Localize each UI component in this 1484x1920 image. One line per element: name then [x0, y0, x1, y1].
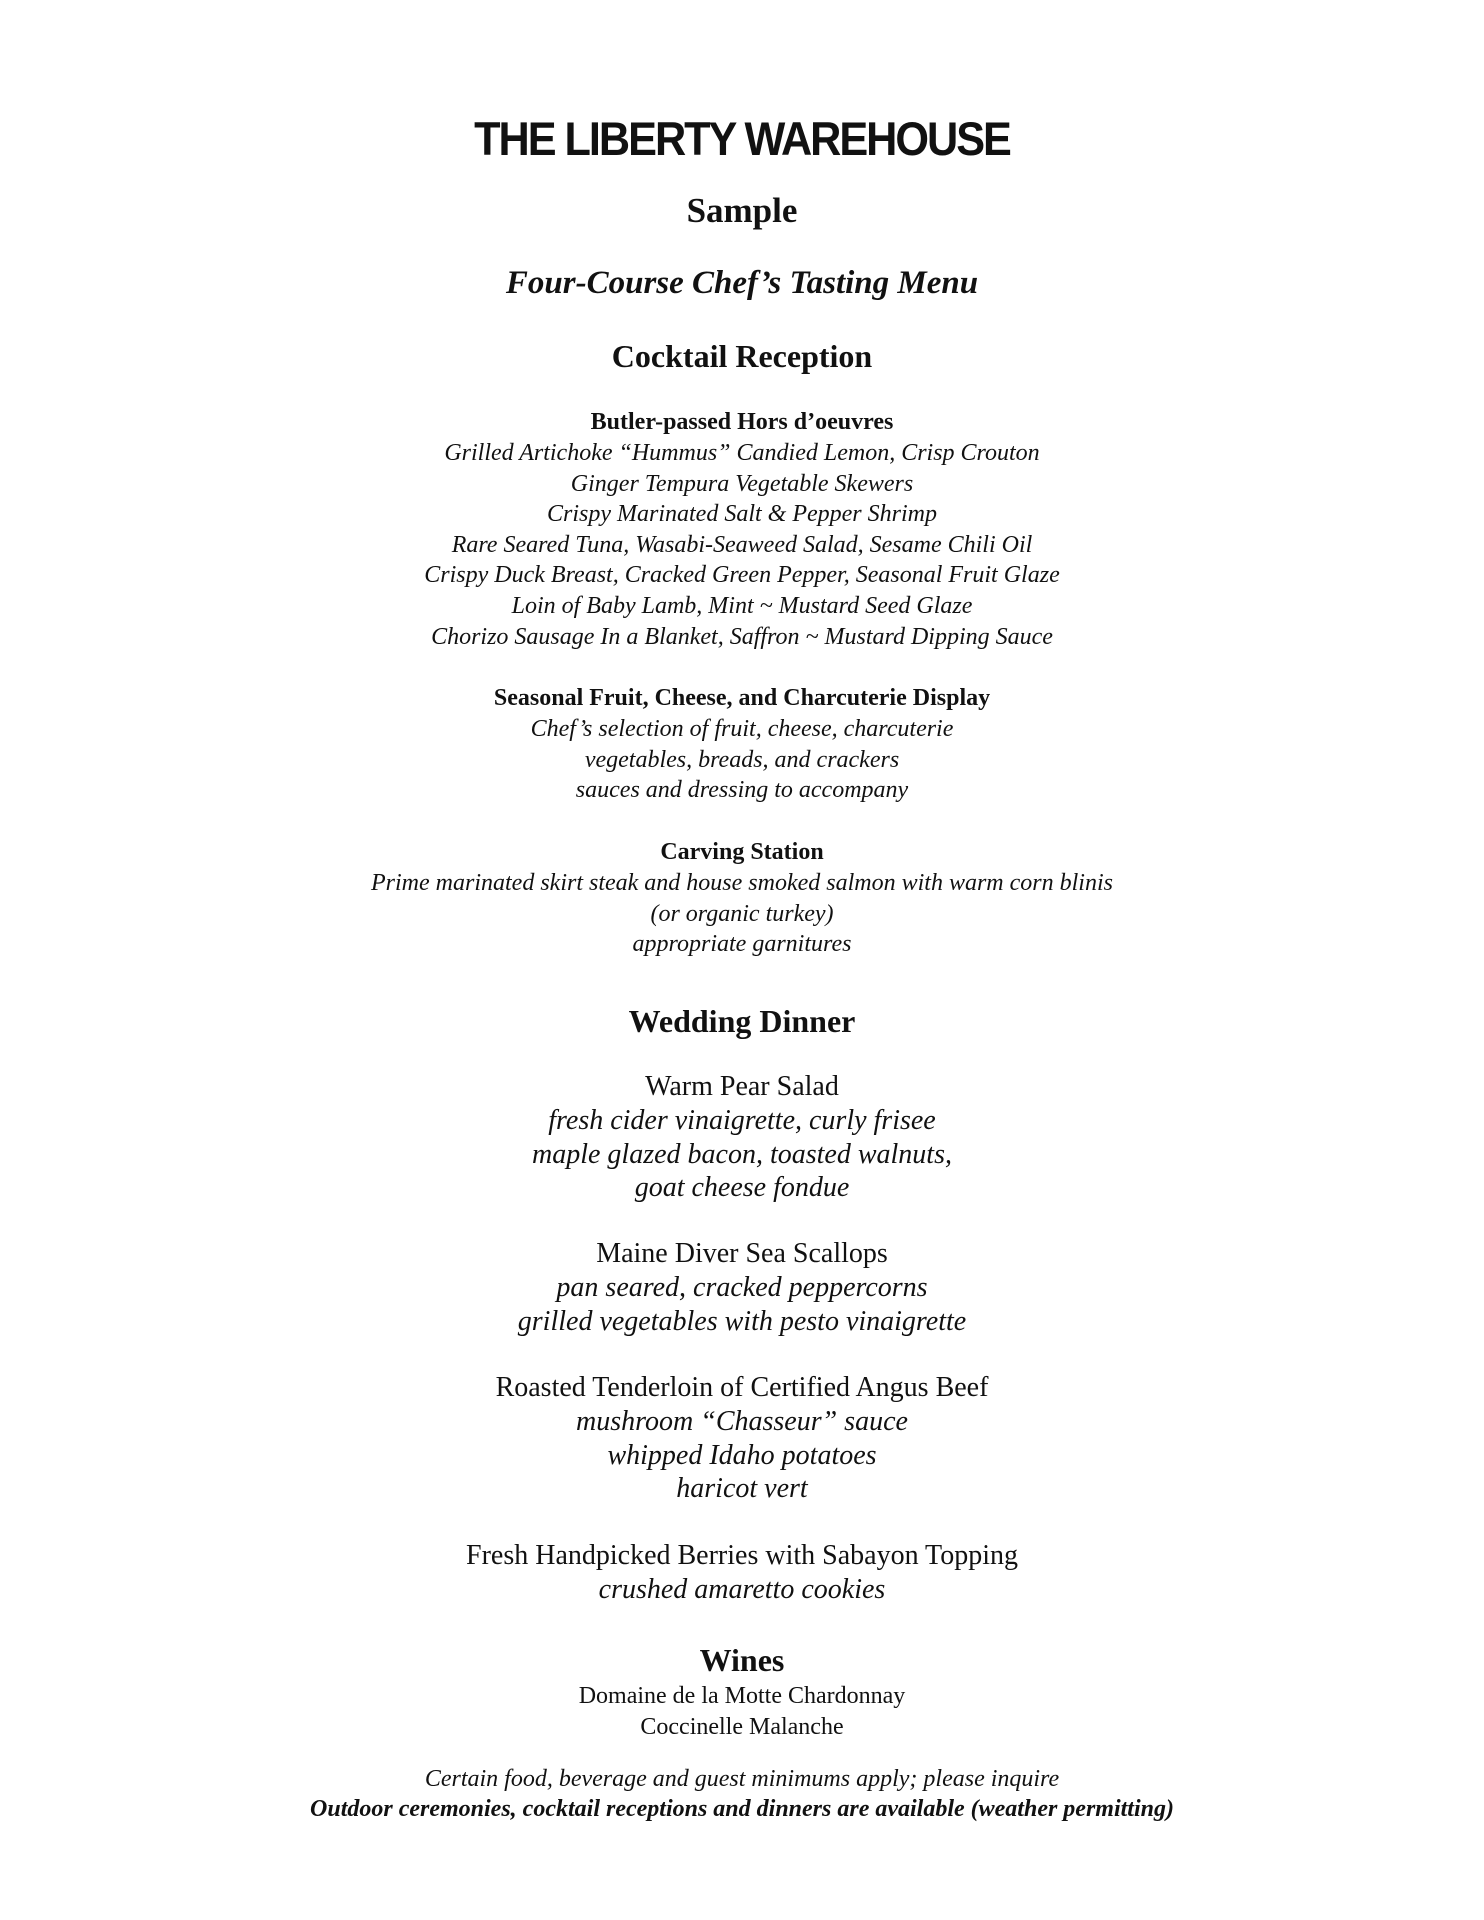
wines-list — [0, 1681, 1484, 1743]
course-name: Fresh Handpicked Berries with Sabayon Topping — [466, 1540, 1018, 1571]
course-detail: pan seared, cracked peppercorns — [556, 1272, 928, 1303]
section-title-wines: Wines — [699, 1642, 785, 1678]
menu-item: Chorizo Sausage In a Blanket, Saffron ~ Mustard Dipping Sauce — [431, 623, 1053, 650]
carving-station-group — [0, 837, 1484, 960]
course-detail: crushed amaretto cookies — [598, 1574, 886, 1605]
course-detail: maple glazed bacon, toasted walnuts, — [532, 1138, 952, 1170]
course-detail: grilled vegetables with pesto vinaigrette — [517, 1305, 967, 1337]
page-heading: Sample — [686, 191, 798, 230]
hors-doeuvres-group — [0, 407, 1484, 652]
menu-item: Loin of Baby Lamb, Mint ~ Mustard Seed Glaze — [511, 592, 973, 619]
course — [0, 1371, 1484, 1506]
wine-item: Domaine de la Motte Chardonnay — [578, 1683, 906, 1709]
course-detail: mushroom “Chasseur” sauce — [576, 1406, 908, 1437]
menu-item: Ginger Tempura Vegetable Skewers — [570, 470, 914, 497]
course-name: Maine Diver Sea Scallops — [596, 1238, 888, 1269]
menu-item: Prime marinated skirt steak and house smoked salmon with warm corn blinis — [371, 870, 1113, 896]
display-group — [0, 683, 1484, 806]
footer-availability-note: Outdoor ceremonies, cocktail receptions and dinners are available (weather permitting) — [310, 1796, 1174, 1822]
course-detail: fresh cider vinaigrette, curly frisee — [548, 1105, 936, 1136]
menu-item: vegetables, breads, and crackers — [584, 746, 900, 773]
menu-item: Chef’s selection of fruit, cheese, charcuterie — [530, 716, 954, 742]
course — [0, 1539, 1484, 1607]
group-title: Butler-passed Hors d’oeuvres — [590, 409, 894, 435]
menu-item: Grilled Artichoke “Hummus” Candied Lemon, Crisp Crouton — [444, 440, 1040, 466]
course-detail: whipped Idaho potatoes — [607, 1439, 877, 1471]
course — [0, 1237, 1484, 1338]
course-detail: goat cheese fondue — [634, 1172, 850, 1203]
menu-subtitle: Four-Course Chef’s Tasting Menu — [505, 265, 979, 301]
footer-note: Certain food, beverage and guest minimums apply; please inquire — [424, 1766, 1060, 1792]
menu-item: appropriate garnitures — [632, 931, 852, 958]
wine-item: Coccinelle Malanche — [640, 1714, 844, 1740]
section-title-reception: Cocktail Reception — [611, 338, 873, 374]
group-title: Carving Station — [660, 839, 824, 865]
brand-logo: THE LIBERTY WAREHOUSE — [474, 112, 1010, 165]
menu-item: sauces and dressing to accompany — [575, 777, 909, 804]
menu-item: Crispy Duck Breast, Cracked Green Pepper, Seasonal Fruit Glaze — [424, 562, 1060, 589]
menu-item: (or organic turkey) — [650, 900, 834, 927]
menu-item: Crispy Marinated Salt & Pepper Shrimp — [547, 501, 937, 528]
course-detail: haricot vert — [676, 1473, 808, 1504]
course — [0, 1070, 1484, 1205]
menu-item: Rare Seared Tuna, Wasabi-Seaweed Salad, Sesame Chili Oil — [451, 531, 1033, 558]
course-name: Roasted Tenderloin of Certified Angus Beef — [495, 1372, 989, 1403]
section-title-dinner: Wedding Dinner — [628, 1003, 856, 1039]
course-name: Warm Pear Salad — [645, 1071, 839, 1102]
group-title: Seasonal Fruit, Cheese, and Charcuterie Display — [493, 685, 991, 711]
